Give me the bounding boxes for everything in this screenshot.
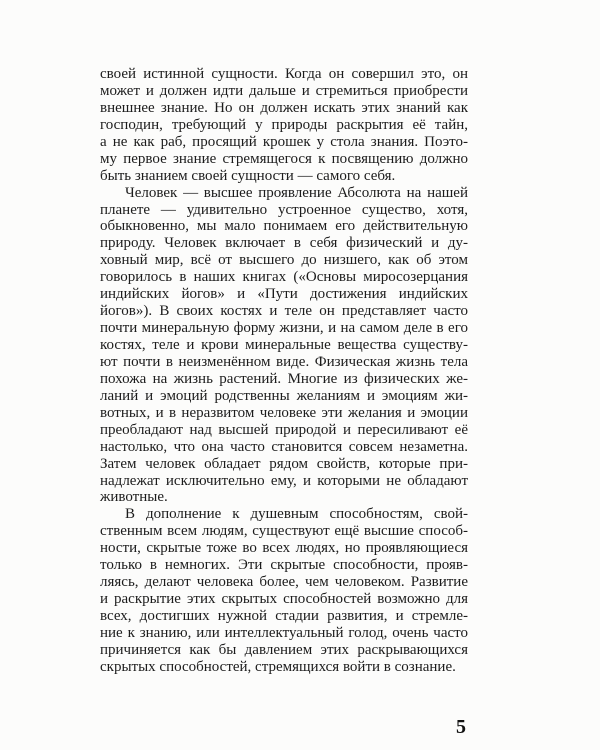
text-line: Затем человек обладает рядом свойств, которые при- [100, 455, 468, 472]
paragraph [100, 66, 468, 185]
paragraph [100, 506, 468, 675]
text-line: может и должен идти дальше и стремиться приобрести [100, 82, 468, 99]
text-line: Человек — высшее проявление Абсолюта на нашей [125, 184, 468, 201]
text-line: природу. Человек включает в себя физический и ду- [100, 235, 468, 252]
text-line: господин, требующий у природы раскрытия её тайн, [100, 116, 468, 133]
page-number: 5 [456, 716, 466, 738]
text-line: всех, достигших нужной стадии развития, и стремле- [100, 608, 468, 624]
text-line: индийских йогов» и «Пути достижения индийских [100, 286, 468, 303]
text-line: ляясь, делают человека более, чем человеком. Развитие [100, 574, 468, 591]
text-line: костях, теле и крови минеральные вещества существу- [100, 337, 468, 353]
text-line: похожа на жизнь растений. Многие из физических же- [100, 370, 468, 387]
text-line: планете — удивительно устроенное существо, хотя, [100, 201, 468, 218]
text-line: вотных, и в неразвитом человеке эти желания и эмоции [100, 404, 468, 421]
text-line: обыкновенно, мы мало понимаем его действительную [100, 218, 468, 235]
text-line: преобладают над высшей природой и пересиливают её [100, 421, 468, 438]
text-line: ют почти в неизменённом виде. Физическая жизнь тела [100, 353, 468, 370]
text-line: надлежат исключительно ему, и которыми не обладают [100, 472, 468, 489]
text-line: почти минеральную форму жизни, и на самом деле в его [100, 320, 468, 337]
text-line: внешнее знание. Но он должен искать этих знаний как [100, 99, 468, 116]
text-line: скрытых способностей, стремящихся войти в сознание. [100, 658, 456, 675]
text-line: быть знанием своей сущности — самого себя. [100, 167, 396, 184]
text-line: и раскрытие этих скрытых способностей возможно для [100, 591, 468, 608]
text-line: ховный мир, всё от высшего до низшего, как об этом [100, 252, 468, 269]
text-line: ности, скрытые тоже во всех людях, но проявляющиеся [100, 540, 468, 557]
text-line: ние к знанию, или интеллектуальный голод, очень часто [100, 624, 468, 641]
text-line: говорилось в наших книгах («Основы миросозерцания [100, 269, 468, 286]
text-line: своей истинной сущности. Когда он совершил это, он [100, 66, 468, 82]
text-line: ланий и эмоций родственны желаниям и эмоциям жи- [100, 387, 468, 404]
text-line: причиняется как бы давлением этих раскрывающихся [100, 641, 468, 658]
book-page-text [100, 66, 468, 676]
text-line: животные. [100, 489, 168, 506]
text-line: настолько, что она часто становится совсем незаметна. [100, 438, 468, 455]
text-line: только в немногих. Эти скрытые способности, прояв- [100, 557, 468, 574]
text-line: йогов»). В своих костях и теле он представляет часто [100, 303, 468, 320]
paragraph [100, 185, 468, 507]
text-line: а не как раб, просящий крошек у стола знания. Поэто- [100, 133, 468, 150]
text-line: му первое знание стремящегося к посвящению должно [100, 150, 468, 167]
text-line: В дополнение к душевным способностям, свой- [125, 506, 468, 523]
text-line: ственным всем людям, существуют ещё высшие способ- [100, 523, 468, 540]
